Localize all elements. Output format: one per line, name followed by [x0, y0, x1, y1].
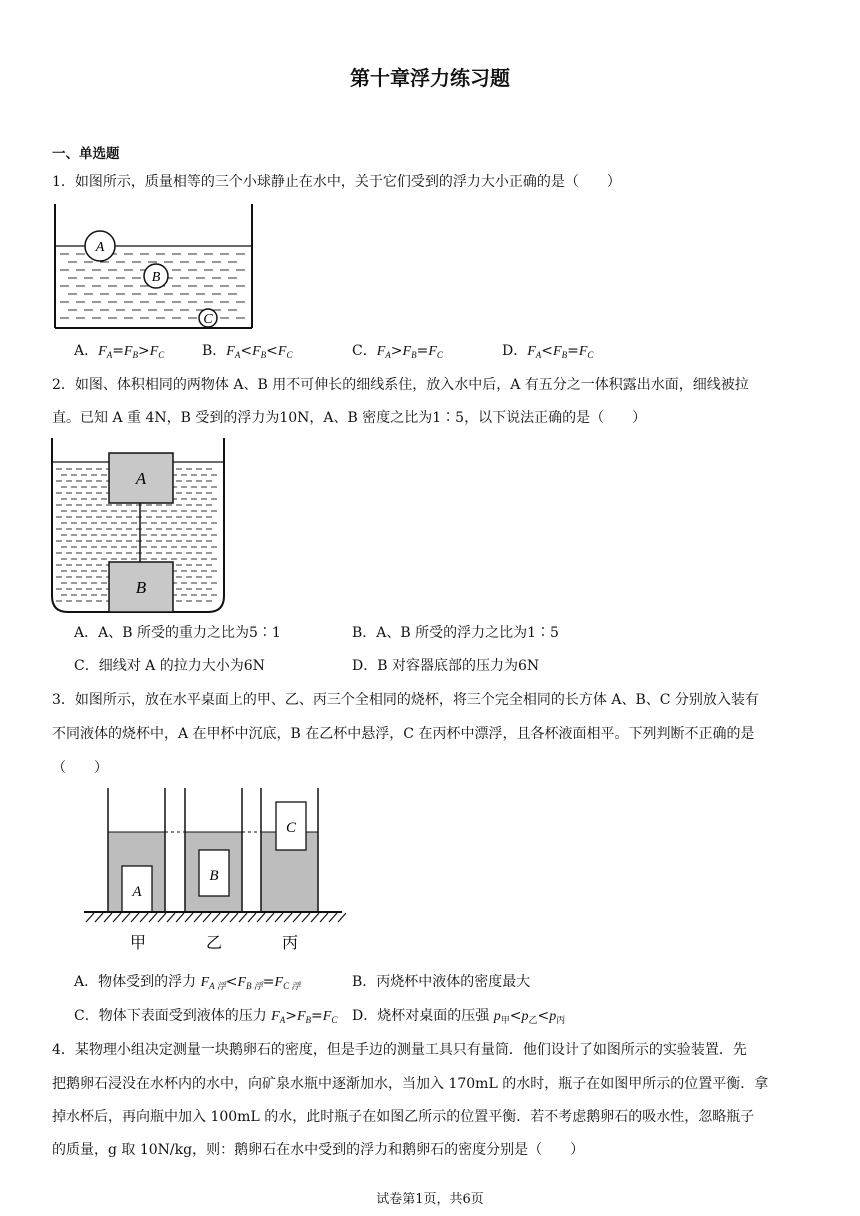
- q3-option-a: A．物体受到的浮力 $F_{A 浮}<F_{B 浮}=F_{C 浮}$: [74, 974, 301, 991]
- page-footer: 试卷第1页，共6页: [376, 1192, 484, 1207]
- object-b-label: B: [209, 868, 219, 884]
- cup-label-bing: 丙: [281, 933, 299, 952]
- q1-option-a: A．$F_A=F_B>F_C$: [74, 343, 165, 360]
- q4-line1: 4．某物理小组决定测量一块鹅卵石的密度，但是手边的测量工具只有量筒．他们设计了如图所示的实验装置．先: [52, 1042, 747, 1058]
- q3-stem-line1: 3．如图所示，放在水平桌面上的甲、乙、丙三个全相同的烧杯，将三个完全相同的长方体 A、B、C 分别放入装有: [52, 692, 759, 708]
- ball-c-label: C: [203, 312, 213, 327]
- q3-option-c: C．物体下表面受到液体的压力 $F_A>F_B=F_C$: [74, 1008, 338, 1025]
- q1-option-b: B．$F_A<F_B<F_C$: [202, 343, 293, 360]
- ball-a-label: A: [95, 240, 105, 255]
- q3-stem-line3: （ ）: [52, 760, 108, 776]
- q4-line2: 把鹅卵石浸没在水杯内的水中，向矿泉水瓶中逐渐加水，当加入 170mL 的水时，瓶子在如图甲所示的位置平衡．拿: [52, 1076, 769, 1092]
- q2-option-d: D．B 对容器底部的压力为6N: [352, 658, 540, 674]
- cup-label-jia: 甲: [129, 933, 147, 952]
- page-title: 第十章浮力练习题: [350, 66, 510, 90]
- q1-option-d: D．$F_A<F_B=F_C$: [502, 343, 594, 360]
- q4-line3: 掉水杯后，再向瓶中加入 100mL 的水，此时瓶子在如图乙所示的位置平衡．若不考虑鹅卵石的吸水性，忽略瓶子: [52, 1109, 755, 1125]
- block-a-label: A: [135, 469, 147, 488]
- q2-option-b: B．A、B 所受的浮力之比为1∶5: [352, 625, 559, 641]
- q1-stem: 1．如图所示，质量相等的三个小球静止在水中，关于它们受到的浮力大小正确的是（ ）: [52, 174, 621, 190]
- q3-option-d: D．烧杯对桌面的压强 $p_甲<p_乙<p_丙$: [352, 1008, 566, 1026]
- q3-option-b: B．丙烧杯中液体的密度最大: [352, 974, 531, 990]
- q3-stem-line2: 不同液体的烧杯中，A 在甲杯中沉底，B 在乙杯中悬浮，C 在丙杯中漂浮，且各杯液面相平。下列判断不正确的是: [52, 726, 755, 742]
- q2-stem-line2: 直。已知 A 重 4N，B 受到的浮力为10N，A、B 密度之比为1∶5，以下说法正确的是（ ）: [52, 410, 647, 426]
- q4-line4: 的质量，g 取 10N/kg，则：鹅卵石在水中受到的浮力和鹅卵石的密度分别是（ ）: [52, 1142, 585, 1158]
- q1-figure: [52, 202, 262, 334]
- q2-option-c: C．细线对 A 的拉力大小为6N: [74, 658, 265, 674]
- block-b-label: B: [135, 578, 147, 597]
- ball-b-label: B: [151, 270, 161, 285]
- object-c-label: C: [285, 820, 297, 836]
- q2-stem-line1: 2．如图、体积相同的两物体 A、B 用不可伸长的细线系住，放入水中后，A 有五分之一体积露出水面，细线被拉: [52, 377, 749, 393]
- cup-label-yi: 乙: [205, 933, 223, 952]
- q2-figure: [50, 436, 230, 616]
- object-a-label: A: [132, 884, 142, 900]
- q1-option-c: C．$F_A>F_B=F_C$: [352, 343, 443, 360]
- q3-figure: [72, 786, 352, 956]
- q2-option-a: A．A、B 所受的重力之比为5∶1: [74, 625, 281, 641]
- section-heading: 一、单选题: [52, 146, 120, 162]
